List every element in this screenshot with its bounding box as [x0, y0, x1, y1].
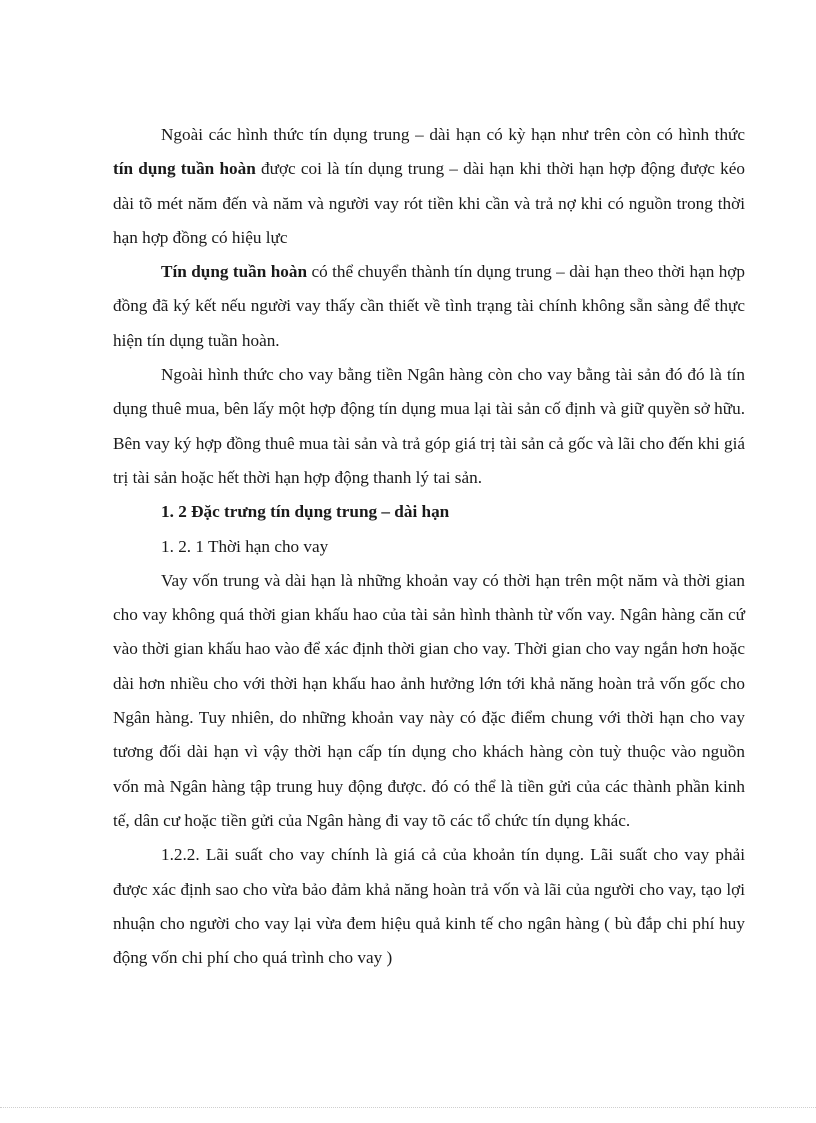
paragraph-revolving-conversion: [113, 255, 745, 358]
paragraph-text: Ngoài các hình thức tín dụng trung – dài hạn có kỳ hạn như trên còn có hình thức: [161, 125, 745, 144]
bold-term: Tín dụng tuần hoàn: [161, 262, 308, 282]
paragraph-loan-term: Vay vốn trung và dài hạn là những khoản vay có thời hạn trên một năm và thời gian cho vay không quá thời gian khấu hao của tài sản hình thành từ vốn vay. Ngân hàng căn cứ vào thời gian khấu hao vào để xác định thời gian cho vay. Thời gian cho vay ngắn hơn hoặc dài hơn nhiều cho với thời hạn khấu hao ảnh hưởng lớn tới khả năng hoàn trả vốn gốc cho Ngân hàng. Tuy nhiên, do những khoản vay này có đặc điểm chung với thời hạn cho vay tương đối dài hạn vì vậy thời hạn cấp tín dụng cho khách hàng còn tuỳ thuộc vào nguồn vốn mà Ngân hàng tập trung huy động được. đó có thể là tiền gửi của các thành phần kinh tế, dân cư hoặc tiền gửi của Ngân hàng đi vay tõ các tổ chức tín dụng khác.: [113, 570, 745, 830]
paragraph-lease-credit: Ngoài hình thức cho vay bằng tiền Ngân hàng còn cho vay bằng tài sản đó đó là tín dụng thuê mua, bên lấy một hợp động tín dụng mua lại tài sản cố định và giữ quyền sở hữu. Bên vay ký hợp đồng thuê mua tài sản và trả góp giá trị tài sản cả gốc và lãi cho đến khi giá trị tài sản hoặc hết thời hạn hợp động thanh lý tai sản.: [113, 365, 745, 487]
section-heading: [113, 495, 745, 529]
section-heading-text: 1. 2 Đặc trưng tín dụng trung – dài hạn: [161, 502, 450, 522]
bold-term: tín dụng tuần hoàn: [113, 159, 256, 179]
subsection-heading: 1. 2. 1 Thời hạn cho vay: [161, 536, 329, 556]
paragraph-text: có thể chuyển thành tín dụng trung – dài hạn theo thời hạn hợp đồng đã ký kết nếu người vay thấy cần thiết về tình trạng tài chính không sẵn sàng để thực hiện tín dụng tuần hoàn.: [113, 262, 745, 350]
page-bottom-divider: [0, 1107, 816, 1108]
paragraph-revolving-credit: [113, 118, 745, 255]
paragraph-interest-rate: 1.2.2. Lãi suất cho vay chính là giá cả của khoản tín dụng. Lãi suất cho vay phải được xác định sao cho vừa bảo đảm khả năng hoàn trả vốn và lãi của người cho vay, tạo lợi nhuận cho người cho vay lại vừa đem hiệu quả kinh tế cho ngân hàng ( bù đắp chi phí huy động vốn chi phí cho quá trình cho vay ): [113, 845, 745, 968]
paragraph-text: được coi là tín dụng trung – dài hạn khi thời hạn hợp động được kéo dài tõ mét năm đến và năm và người vay rót tiền khi cần và trả nợ khi có nguồn trong thời hạn hợp đồng có hiệu lực: [113, 159, 745, 247]
document-page: [113, 118, 745, 975]
